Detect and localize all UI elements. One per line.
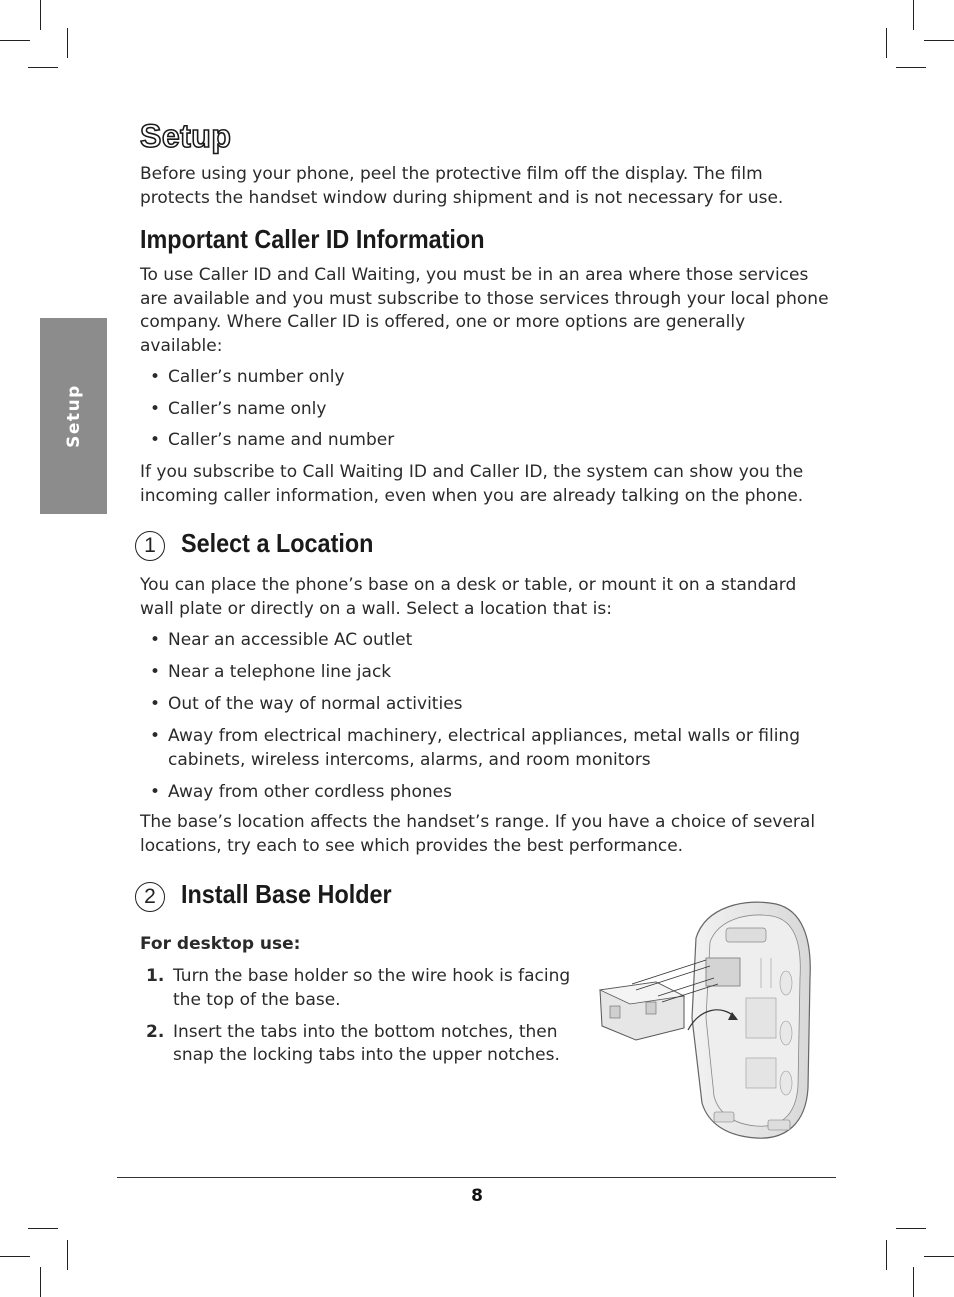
crop-mark: [40, 1267, 41, 1297]
crop-mark: [67, 28, 68, 58]
crop-mark: [67, 1240, 68, 1270]
page-number: 8: [471, 1186, 483, 1206]
install-base-holder-heading: Install Base Holder: [181, 879, 392, 909]
crop-mark: [28, 67, 58, 68]
crop-mark: [886, 1240, 887, 1270]
step-text: Insert the tabs into the bottom notches, then snap the locking tabs into the upper notches.: [173, 1021, 560, 1065]
crop-mark: [896, 67, 926, 68]
crop-mark: [886, 28, 887, 58]
crop-mark: [924, 1256, 954, 1257]
caller-id-closing: If you subscribe to Call Waiting ID and Caller ID, the system can show you the incoming caller information, even when you are already talking on the phone.: [140, 462, 804, 506]
list-item: • Near an accessible AC outlet: [140, 629, 830, 653]
list-item: • Away from electrical machinery, electrical appliances, metal walls or filing cabinets, wireless intercoms, alarms, and room monitors: [140, 725, 818, 772]
select-location-heading: Select a Location: [181, 528, 374, 558]
list-item: • Caller’s number only: [140, 366, 830, 390]
step-number-2: 2: [135, 882, 165, 912]
crop-mark: [40, 0, 41, 30]
list-item: [140, 965, 580, 1012]
side-tab-label: Setup: [63, 384, 84, 448]
crop-mark: [28, 1228, 58, 1229]
footer-rule: [117, 1177, 836, 1178]
crop-mark: [913, 1267, 914, 1297]
list-item: • Out of the way of normal activities: [140, 693, 830, 717]
crop-mark: [896, 1228, 926, 1229]
crop-mark: [0, 1256, 30, 1257]
install-steps: [140, 965, 580, 1068]
list-item: • Near a telephone line jack: [140, 661, 830, 685]
page-title: Setup: [140, 118, 232, 154]
list-item: • Away from other cordless phones: [140, 781, 830, 805]
list-item: • Caller’s name and number: [140, 429, 830, 453]
crop-mark: [0, 40, 30, 41]
section-side-tab: [40, 318, 107, 514]
step-text: Turn the base holder so the wire hook is facing the top of the base.: [173, 966, 571, 1010]
caller-id-paragraph: To use Caller ID and Call Waiting, you must be in an area where those services are available and you must subscribe to those services through your local phone company. Where Caller ID is offered, one or more options are generally available:: [140, 265, 829, 356]
select-location-paragraph: You can place the phone’s base on a desk or table, or mount it on a standard wall plate or directly on a wall. Select a location that is:: [140, 575, 797, 619]
base-holder-illustration: [596, 898, 816, 1143]
step-number-1: 1: [135, 531, 165, 561]
caller-id-bullets: [140, 366, 830, 453]
desktop-use-subheading: For desktop use:: [140, 934, 301, 954]
crop-mark: [913, 0, 914, 30]
intro-paragraph: Before using your phone, peel the protective film off the display. The film protects the handset window during shipment and is not necessary for use.: [140, 164, 784, 208]
select-location-closing: The base’s location affects the handset’s range. If you have a choice of several locations, try each to see which provides the best performance.: [140, 812, 816, 856]
list-item: [140, 1021, 580, 1068]
list-item: • Caller’s name only: [140, 398, 830, 422]
step-index: 2.: [146, 1021, 165, 1042]
caller-id-heading: Important Caller ID Information: [140, 224, 485, 254]
crop-mark: [924, 40, 954, 41]
location-bullets: [140, 629, 830, 804]
step-index: 1.: [146, 966, 165, 986]
